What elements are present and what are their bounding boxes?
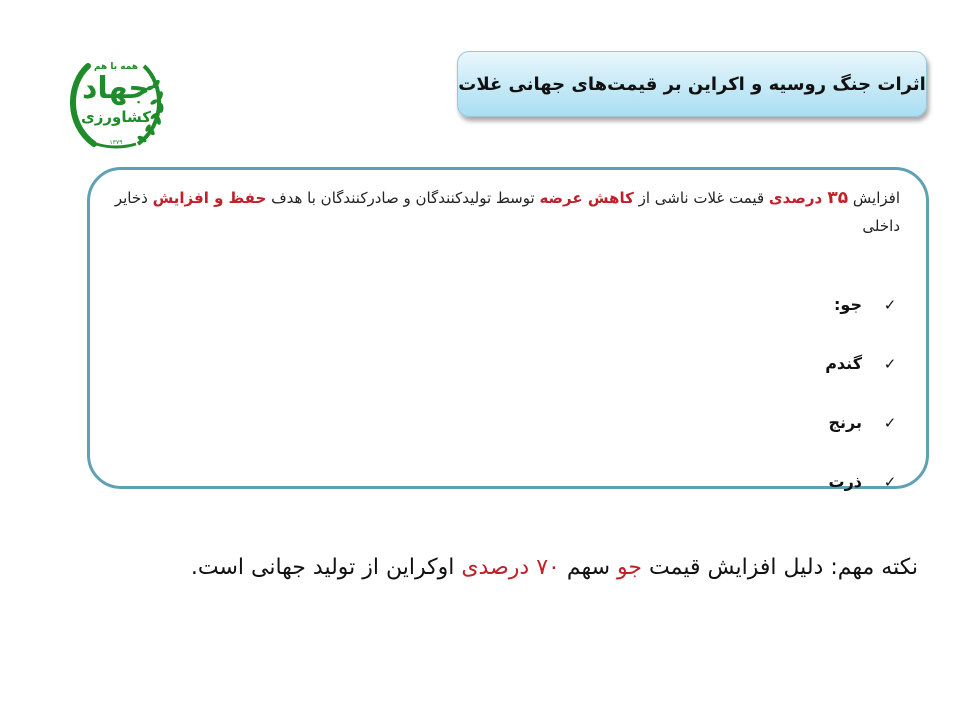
- intro-highlight-preserve: حفظ و افزایش: [152, 189, 267, 207]
- content-panel: [87, 167, 929, 489]
- note-highlight-percent: ۷۰ درصدی: [461, 555, 560, 580]
- important-note: [98, 550, 918, 586]
- intro-text-2: قیمت غلات ناشی از: [633, 189, 769, 207]
- note-highlight-barley: جو: [617, 555, 643, 580]
- intro-percent-label: درصدی: [768, 189, 828, 207]
- page-title: اثرات جنگ روسیه و اکراین بر قیمت‌های جهانی غلات: [458, 73, 926, 95]
- checkmark-icon: ✓: [883, 472, 897, 491]
- intro-text-1: افزایش: [848, 189, 900, 207]
- logo-title: جهاد: [81, 71, 151, 106]
- intro-percent-number: ۳۵: [827, 188, 849, 208]
- note-text-3: اوکراین از تولید جهانی است.: [190, 555, 462, 580]
- list-item-label: ذرت: [828, 472, 862, 491]
- list-item-barley: [825, 275, 898, 334]
- intro-text-4: ذخایر داخلی: [114, 189, 900, 235]
- list-item-wheat: [825, 334, 898, 393]
- intro-paragraph: [100, 184, 900, 240]
- checkmark-icon: ✓: [883, 413, 897, 432]
- list-item-corn: [825, 452, 898, 511]
- note-text-1: نکته مهم: دلیل افزایش قیمت: [642, 555, 918, 580]
- checkmark-icon: ✓: [883, 354, 897, 373]
- note-text-2: سهم: [559, 555, 618, 580]
- intro-text-3: توسط تولیدکنندگان و صادرکنندگان با هدف: [266, 189, 540, 207]
- intro-highlight-supply: کاهش عرضه: [539, 189, 634, 207]
- list-item-rice: [825, 393, 898, 452]
- logo-year: ۱۳۷۹: [109, 139, 123, 146]
- list-item-label: برنج: [828, 413, 862, 432]
- list-item-label: گندم: [825, 354, 862, 373]
- list-item-label: جو:: [834, 295, 862, 314]
- logo-subtitle: کشاورزی: [81, 108, 151, 126]
- grain-list: [825, 275, 898, 511]
- checkmark-icon: ✓: [883, 295, 897, 314]
- logo-motto: همه با هم: [93, 62, 139, 72]
- jahad-keshavarzi-logo: [58, 44, 174, 158]
- title-banner: [457, 51, 927, 117]
